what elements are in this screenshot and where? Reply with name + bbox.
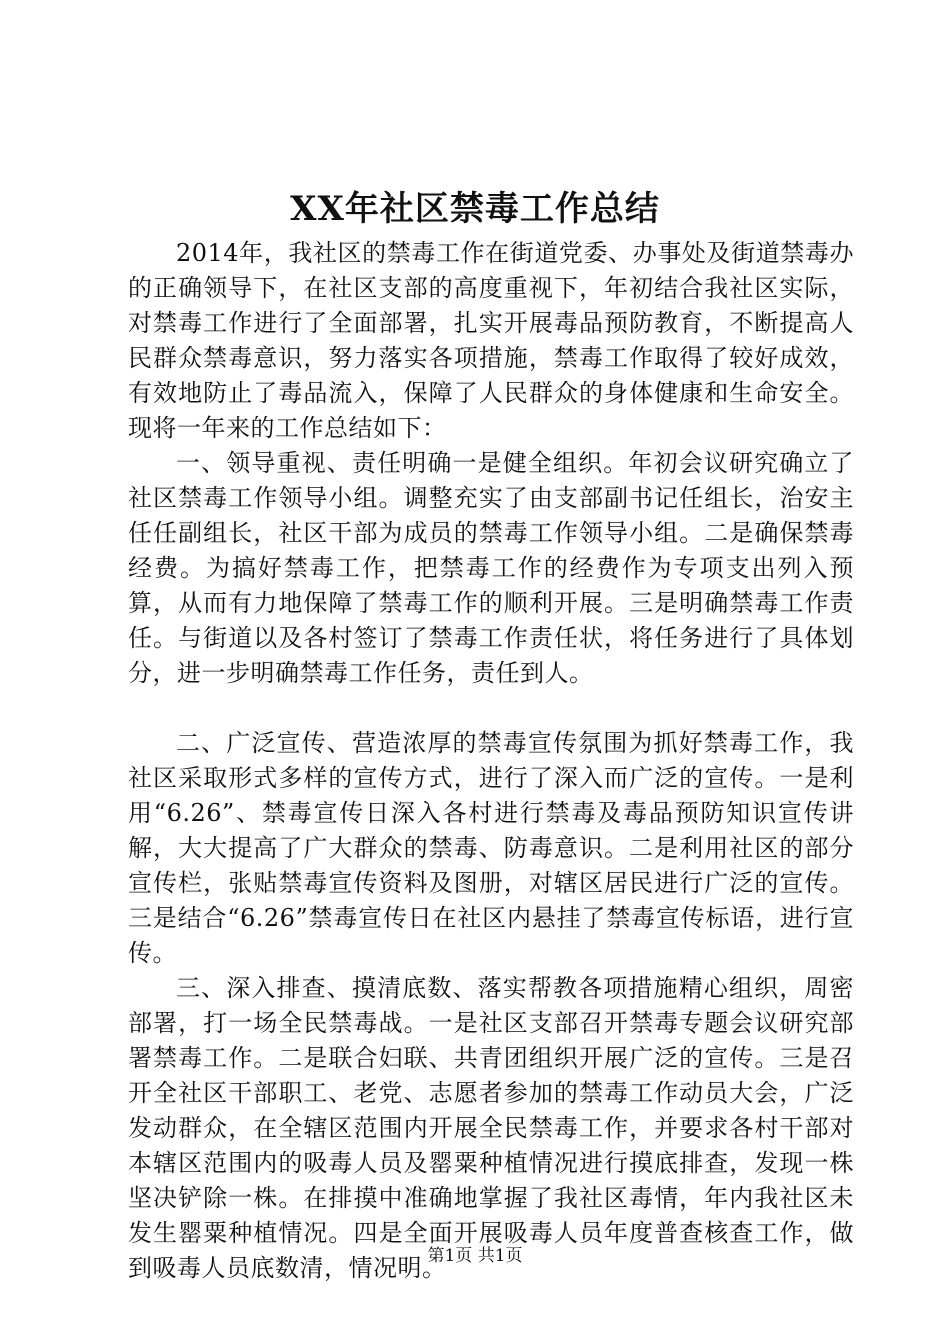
document-title: XX年社区禁毒工作总结	[290, 189, 660, 229]
paragraph-section-two: 二、广泛宣传、营造浓厚的禁毒宣传氛围为抓好禁毒工作，我社区采取形式多样的宣传方式，进行了深入而广泛的宣传。一是利用“6.26”、禁毒宣传日深入各村进行禁毒及毒品预防知识宣传讲解，大大提高了广大群众的禁毒、防毒意识。二是利用社区的部分宣传栏，张贴禁毒宣传资料及图册，对辖区居民进行广泛的宣传。三是结合“6.26”禁毒宣传日在社区内悬挂了禁毒宣传标语，进行宣传。	[128, 729, 854, 967]
paragraph-section-one: 一、领导重视、责任明确一是健全组织。年初会议研究确立了社区禁毒工作领导小组。调整充实了由支部副书记任组长，治安主任任副组长，社区干部为成员的禁毒工作领导小组。二是确保禁毒经费。为搞好禁毒工作，把禁毒工作的经费作为专项支出列入预算，从而有力地保障了禁毒工作的顺利开展。三是明确禁毒工作责任。与街道以及各村签订了禁毒工作责任状，将任务进行了具体划分，进一步明确禁毒工作任务，责任到人。	[128, 449, 854, 687]
paragraph-section-three: 三、深入排查、摸清底数、落实帮教各项措施精心组织，周密部署，打一场全民禁毒战。一是社区支部召开禁毒专题会议研究部署禁毒工作。二是联合妇联、共青团组织开展广泛的宣传。三是召开全社区干部职工、老党、志愿者参加的禁毒工作动员大会，广泛发动群众，在全辖区范围内开展全民禁毒工作，并要求各村干部对本辖区范围内的吸毒人员及罂粟种植情况进行摸底排查，发现一株坚决铲除一株。在排摸中准确地掌握了我社区毒情，年内我社区未发生罂粟种植情况。四是全面开展吸毒人员年度普查核查工作，做到吸毒人员底数清，情况明。	[128, 974, 854, 1282]
page-footer: 第1页 共1页	[427, 1246, 523, 1266]
paragraph-intro: 2014年，我社区的禁毒工作在街道党委、办事处及街道禁毒办的正确领导下，在社区支部的高度重视下，年初结合我社区实际，对禁毒工作进行了全面部署，扎实开展毒品预防教育，不断提高人民群众禁毒意识，努力落实各项措施，禁毒工作取得了较好成效，有效地防止了毒品流入，保障了人民群众的身体健康和生命安全。现将一年来的工作总结如下：	[128, 239, 854, 442]
document-body	[128, 236, 854, 1286]
